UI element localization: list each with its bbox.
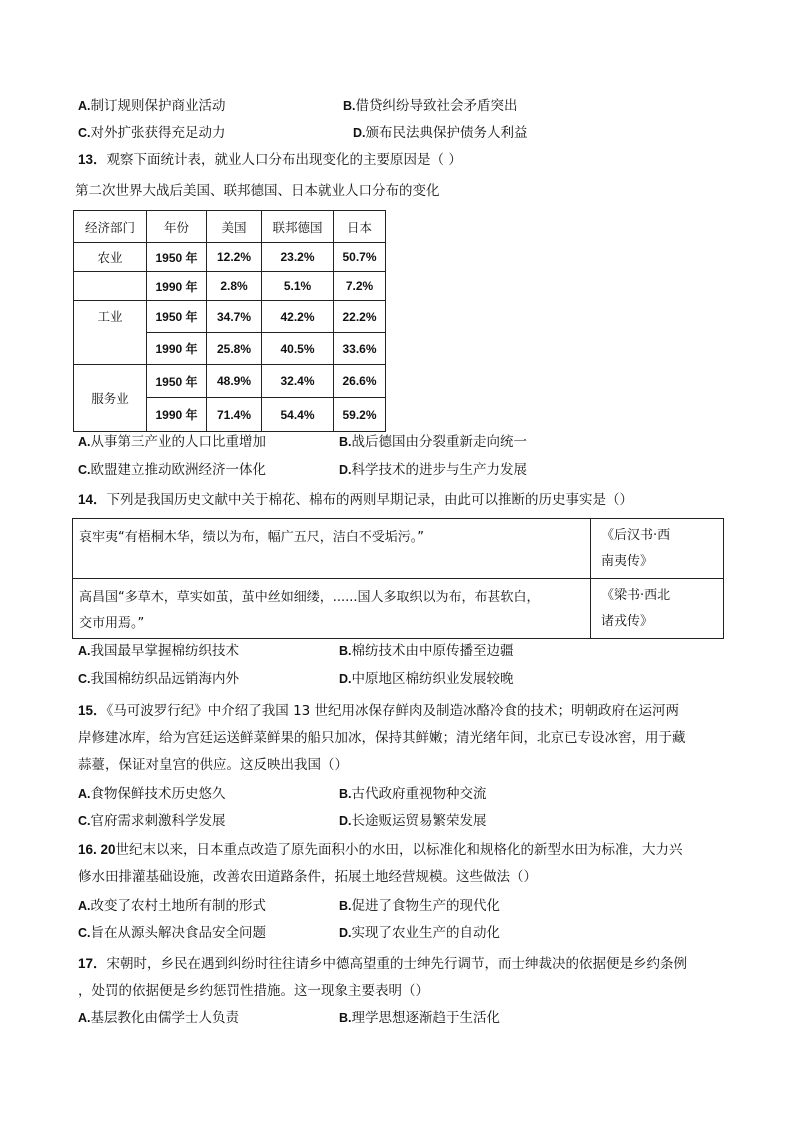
option-text: 古代政府重视物种交流	[351, 786, 487, 802]
table-row	[74, 365, 386, 398]
value-cell: 34.7%	[207, 301, 262, 333]
value-cell: 42.2%	[262, 301, 334, 333]
q13-table-title: 第二次世界大战后美国、联邦德国、日本就业人口分布的变化	[75, 183, 440, 199]
option-text: 食物保鲜技术历史悠久	[90, 786, 226, 802]
value-cell: 50.7%	[334, 243, 386, 272]
header-japan: 日本	[334, 211, 386, 243]
option-label: C.	[78, 926, 91, 940]
value-cell: 32.4%	[262, 365, 334, 398]
year-cell: 1990 年	[147, 398, 207, 432]
option-label: B.	[343, 99, 356, 113]
q13-option-a	[78, 433, 266, 451]
citation-line: 诸戎传》	[601, 614, 654, 629]
value-cell: 5.1%	[262, 272, 334, 301]
option-text: 科学技术的进步与生产力发展	[351, 462, 527, 478]
q16-option-c	[78, 924, 266, 942]
q14-option-a	[78, 642, 239, 660]
value-cell: 54.4%	[262, 398, 334, 432]
q16-option-d	[339, 924, 500, 942]
record-citation	[591, 519, 724, 579]
q15-stem-line3: 蒜薹，保证对皇宫的供应。这反映出我国（）	[78, 757, 348, 773]
q16-option-a	[78, 897, 266, 915]
year-cell: 1990 年	[147, 333, 207, 365]
table-row	[74, 301, 386, 333]
record-text-line: 交市用焉。”	[79, 616, 145, 631]
sector-cell-empty	[74, 272, 147, 301]
record-text-line: 哀牢夷“有梧桐木华，绩以为布，幅广五尺，洁白不受垢污。”	[79, 530, 424, 545]
value-cell: 23.2%	[262, 243, 334, 272]
q12-option-b	[343, 97, 518, 115]
record-row	[73, 579, 724, 639]
q13-option-b	[339, 433, 527, 451]
question-number: 17．	[78, 956, 107, 971]
option-label: D.	[339, 814, 352, 828]
value-cell: 22.2%	[334, 301, 386, 333]
q15-stem-line1	[78, 702, 679, 720]
option-text: 理学思想逐渐趋于生活化	[351, 1010, 500, 1026]
q13-option-c	[78, 461, 266, 479]
sector-cell: 服务业	[74, 365, 147, 432]
option-label: B.	[339, 787, 352, 801]
q14-stem	[78, 491, 633, 509]
q12-option-d	[353, 124, 528, 142]
year-cell: 1990 年	[147, 272, 207, 301]
record-row	[73, 519, 724, 579]
q12-option-c	[78, 124, 226, 142]
q14-option-d	[339, 670, 514, 688]
value-cell: 12.2%	[207, 243, 262, 272]
option-label: D.	[339, 926, 352, 940]
q15-stem-line2: 岸修建冰库，给为宫廷运送鲜菜鲜果的船只加冰，保持其鲜嫩；清光绪年间，北京已专设冰窖，用于藏	[78, 730, 686, 746]
option-label: C.	[78, 463, 91, 477]
option-text: 促进了食物生产的现代化	[351, 898, 500, 914]
option-label: B.	[339, 435, 352, 449]
header-year: 年份	[147, 211, 207, 243]
value-cell: 26.6%	[334, 365, 386, 398]
question-number: 15．	[78, 703, 107, 718]
option-text: 战后德国由分裂重新走向统一	[351, 434, 527, 450]
option-text: 官府需求刺激科学发展	[90, 813, 226, 829]
option-text: 中原地区棉纺织业发展较晚	[351, 671, 514, 687]
q17-stem-line2: ，处罚的依据便是乡约惩罚性措施。这一现象主要表明（）	[78, 983, 429, 999]
question-number: 14．	[78, 492, 107, 507]
year-cell: 1950 年	[147, 243, 207, 272]
record-citation	[591, 579, 724, 639]
value-cell: 71.4%	[207, 398, 262, 432]
option-label: D.	[339, 672, 352, 686]
option-text: 改变了农村土地所有制的形式	[90, 898, 266, 914]
q15-option-b	[339, 785, 487, 803]
value-cell: 7.2%	[334, 272, 386, 301]
q17-option-b	[339, 1009, 500, 1027]
option-label: A.	[78, 644, 91, 658]
q13-stem	[78, 151, 462, 169]
q14-option-b	[339, 642, 514, 660]
q15-option-a	[78, 785, 226, 803]
record-text	[73, 519, 591, 579]
record-text-line: 高昌国“多草木，草实如茧，茧中丝如细缕，......国人多取织以为布，布甚软白，	[79, 590, 540, 605]
value-cell: 59.2%	[334, 398, 386, 432]
option-text: 颁布民法典保护债务人利益	[365, 125, 528, 141]
question-text: 《马可波罗行纪》中介绍了我国 13 世纪用冰保存鲜肉及制造冰酪冷食的技术；明朝政府在运河两	[106, 703, 680, 719]
option-text: 从事第三产业的人口比重增加	[90, 434, 266, 450]
year-cell: 1950 年	[147, 365, 207, 398]
option-label: D.	[353, 126, 366, 140]
header-sector: 经济部门	[74, 211, 147, 243]
record-text	[73, 579, 591, 639]
value-cell: 2.8%	[207, 272, 262, 301]
q15-option-c	[78, 812, 226, 830]
q16-option-b	[339, 897, 500, 915]
header-usa: 美国	[207, 211, 262, 243]
option-label: A.	[78, 899, 91, 913]
sector-cell: 工业	[74, 301, 147, 365]
table-row	[74, 243, 386, 272]
option-label: A.	[78, 787, 91, 801]
table-row	[74, 272, 386, 301]
option-label: D.	[339, 463, 352, 477]
q17-stem-line1	[78, 955, 687, 973]
question-text: 宋朝时，乡民在遇到纠纷时往往请乡中德高望重的士绅先行调节，而士绅裁决的依据便是乡约条例	[106, 956, 688, 972]
q16-stem-line1	[78, 841, 683, 859]
header-frg: 联邦德国	[262, 211, 334, 243]
option-text: 我国最早掌握棉纺织技术	[90, 643, 239, 659]
value-cell: 33.6%	[334, 333, 386, 365]
citation-line: 《梁书·西北	[601, 588, 671, 603]
option-text: 对外扩张获得充足动力	[90, 125, 226, 141]
q17-option-a	[78, 1009, 239, 1027]
option-text: 棉纺技术由中原传播至边疆	[351, 643, 514, 659]
question-text: 观察下面统计表，就业人口分布出现变化的主要原因是（ ）	[106, 152, 462, 168]
q14-option-c	[78, 670, 239, 688]
q12-option-a	[78, 97, 226, 115]
q13-option-d	[339, 461, 527, 479]
option-label: B.	[339, 899, 352, 913]
year-cell: 1950 年	[147, 301, 207, 333]
option-text: 长途贩运贸易繁荣发展	[351, 813, 487, 829]
option-text: 旨在从源头解决食品安全问题	[90, 925, 266, 941]
question-number: 16. 20	[78, 842, 116, 857]
option-label: B.	[339, 1011, 352, 1025]
option-label: A.	[78, 99, 91, 113]
option-text: 借贷纠纷导致社会矛盾突出	[355, 98, 518, 114]
option-label: A.	[78, 1011, 91, 1025]
sector-cell: 农业	[74, 243, 147, 272]
question-text: 世纪末以来，日本重点改造了原先面积小的水田，以标准化和规格化的新型水田为标准，大力兴	[115, 842, 683, 858]
option-label: C.	[78, 672, 91, 686]
option-text: 基层教化由儒学士人负责	[90, 1010, 239, 1026]
option-text: 我国棉纺织品远销海内外	[90, 671, 239, 687]
question-number: 13．	[78, 152, 107, 167]
value-cell: 48.9%	[207, 365, 262, 398]
option-label: C.	[78, 126, 91, 140]
q15-option-d	[339, 812, 487, 830]
option-text: 制订规则保护商业活动	[90, 98, 226, 114]
table-header-row	[74, 211, 386, 243]
question-text: 下列是我国历史文献中关于棉花、棉布的两则早期记录，由此可以推断的历史事实是（）	[106, 492, 634, 508]
citation-line: 《后汉书·西	[601, 528, 671, 543]
option-label: C.	[78, 814, 91, 828]
q16-stem-line2: 修水田排灌基础设施，改善农田道路条件，拓展土地经营规模。这些做法（）	[78, 869, 537, 885]
citation-line: 南夷传》	[601, 554, 654, 569]
option-text: 实现了农业生产的自动化	[351, 925, 500, 941]
value-cell: 40.5%	[262, 333, 334, 365]
employment-table	[73, 210, 386, 432]
source-records-table	[72, 518, 724, 639]
option-text: 欧盟建立推动欧洲经济一体化	[90, 462, 266, 478]
option-label: A.	[78, 435, 91, 449]
option-label: B.	[339, 644, 352, 658]
value-cell: 25.8%	[207, 333, 262, 365]
